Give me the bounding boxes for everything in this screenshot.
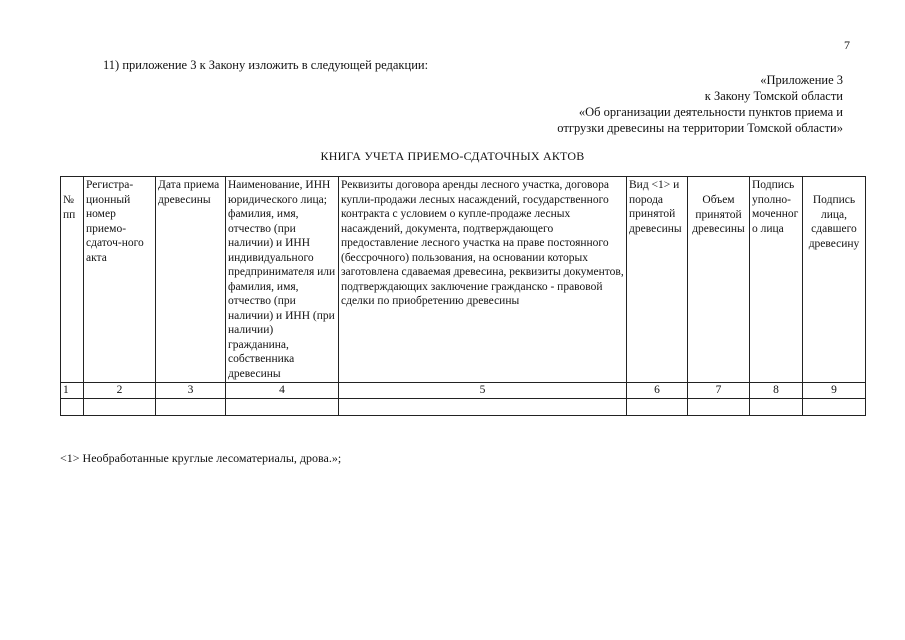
header-cell-wood-type: Вид <1> и порода принятой древесины <box>627 177 688 383</box>
empty-cell <box>688 398 750 415</box>
empty-cell <box>339 398 627 415</box>
table-header-row <box>61 177 866 383</box>
header-cell-number: № пп <box>61 177 84 383</box>
table-empty-row <box>61 398 866 415</box>
appendix-header-line: «Об организации деятельности пунктов приема и <box>578 105 843 119</box>
empty-cell <box>84 398 156 415</box>
number-cell: 6 <box>627 383 688 399</box>
empty-cell <box>750 398 803 415</box>
appendix-header-line: отгрузки древесины на территории Томской области» <box>557 121 843 135</box>
document-title: КНИГА УЧЕТА ПРИЕМО-СДАТОЧНЫХ АКТОВ <box>320 149 585 163</box>
number-cell: 1 <box>61 383 84 399</box>
intro-paragraph: 11) приложение 3 к Закону изложить в следующей редакции: <box>103 58 429 72</box>
header-cell-authorized-signature: Подпись уполно-моченного лица <box>750 177 803 383</box>
empty-cell <box>627 398 688 415</box>
number-cell: 9 <box>803 383 866 399</box>
header-cell-volume: Объем принятой древесины <box>688 177 750 383</box>
header-cell-owner-name: Наименование, ИНН юридического лица; фамилия, имя, отчество (при наличии) и ИНН индивидуального предпринимателя или фамилия, имя, отчество (при наличии) и ИНН (при наличии) гражданина, собственника древесины <box>226 177 339 383</box>
appendix-header-line: «Приложение 3 <box>760 73 843 87</box>
header-cell-deliverer-signature: Подпись лица, сдавшего древесину <box>803 177 866 383</box>
empty-cell <box>61 398 84 415</box>
page-number: 7 <box>844 38 850 52</box>
table-number-row <box>61 383 866 399</box>
appendix-header <box>557 72 843 136</box>
header-cell-contract-details: Реквизиты договора аренды лесного участка, договора купли-продажи лесных насаждений, государственного контракта с условием о купле-продаже лесных насаждений, документа, подтверждающего предоставление лесного участка на праве постоянного (бессрочного) пользования, на основании которых заготовлена сдаваемая древесина, реквизиты документов, подтверждающих заключение гражданско - правовой сделки по приобретению древесины <box>339 177 627 383</box>
empty-cell <box>226 398 339 415</box>
empty-cell <box>803 398 866 415</box>
register-table <box>60 176 866 416</box>
header-cell-receipt-date: Дата приема древесины <box>156 177 226 383</box>
number-cell: 8 <box>750 383 803 399</box>
header-cell-registration-number: Регистра-ционный номер приемо-сдаточ-ного акта <box>84 177 156 383</box>
footnote: <1> Необработанные круглые лесоматериалы, дрова.»; <box>60 451 342 465</box>
number-cell: 7 <box>688 383 750 399</box>
number-cell: 5 <box>339 383 627 399</box>
number-cell: 4 <box>226 383 339 399</box>
number-cell: 2 <box>84 383 156 399</box>
number-cell: 3 <box>156 383 226 399</box>
appendix-header-line: к Закону Томской области <box>704 89 843 103</box>
empty-cell <box>156 398 226 415</box>
